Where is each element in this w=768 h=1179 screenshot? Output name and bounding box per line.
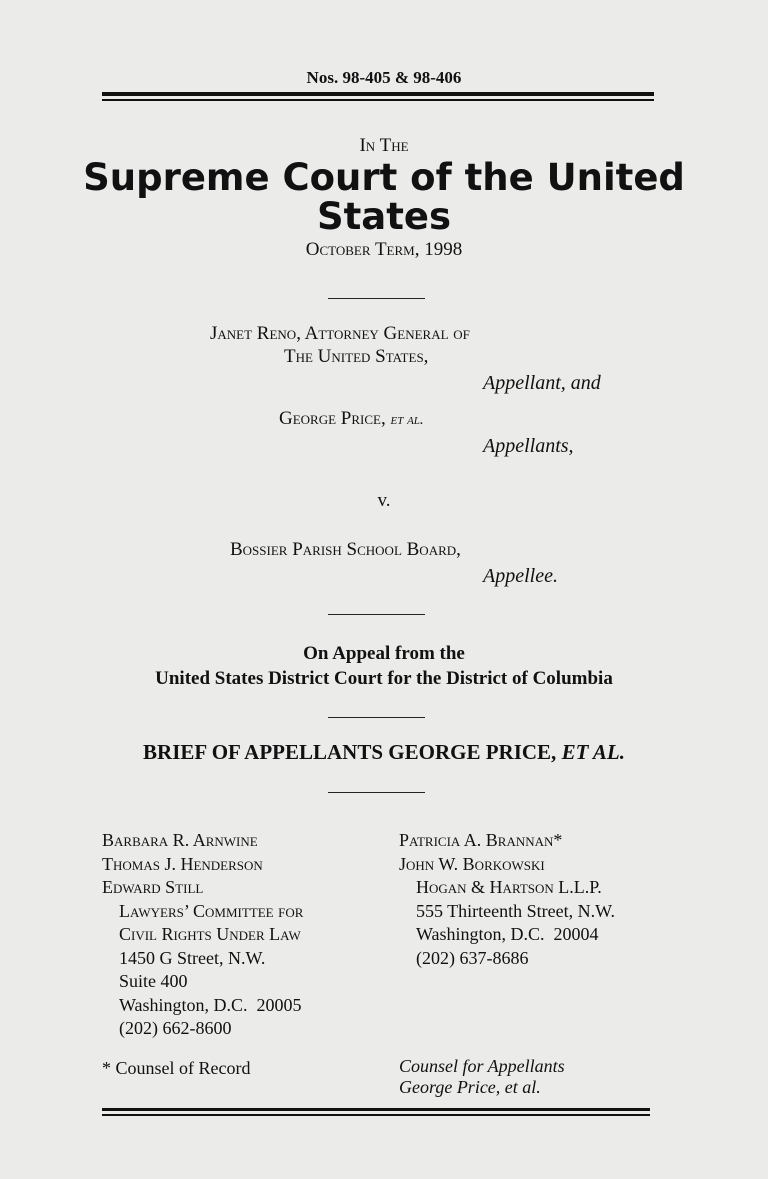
counsel-left-name: Edward Still	[102, 877, 204, 897]
counsel-left-name: Barbara R. Arnwine	[102, 830, 258, 850]
counsel-right-firm: Hogan & Hartson L.L.P.	[416, 877, 602, 897]
brief-title-etal: ET AL.	[561, 740, 625, 764]
appellant-2-name: George Price,	[279, 408, 386, 429]
counsel-role-line-2: George Price, et al.	[399, 1077, 541, 1097]
counsel-right-name: John W. Borkowski	[399, 853, 545, 874]
term-label: October Term, 1998	[305, 239, 463, 260]
appeal-heading	[0, 641, 768, 691]
bottom-rule-thick	[102, 1108, 650, 1111]
appellant-2-role: Appellants,	[483, 435, 574, 457]
counsel-left-block	[102, 829, 382, 1041]
in-the-label: In The	[359, 135, 409, 156]
versus: v.	[377, 490, 391, 511]
divider-rule-1	[328, 298, 425, 299]
counsel-left-address: 1450 G Street, N.W.	[119, 947, 266, 968]
appeal-line-2: United States District Court for the District of Columbia	[155, 668, 613, 689]
counsel-role-line-1: Counsel for Appellants	[399, 1056, 565, 1076]
bottom-rule-thin	[102, 1114, 650, 1116]
counsel-left-name: Thomas J. Henderson	[102, 853, 263, 874]
counsel-of-record-note: * Counsel of Record	[102, 1058, 251, 1078]
appellee-role: Appellee.	[483, 565, 558, 587]
appellant-1-line-2: The United States,	[284, 346, 429, 367]
appellee-name: Bossier Parish School Board,	[230, 539, 461, 560]
appeal-line-1: On Appeal from the	[303, 643, 465, 664]
appellant-1-role: Appellant, and	[483, 372, 601, 394]
top-rule-thin	[102, 99, 654, 101]
divider-rule-3	[328, 717, 425, 718]
counsel-role	[399, 1056, 565, 1098]
appellant-2-etal: et al.	[390, 412, 424, 428]
counsel-right-block	[399, 829, 659, 970]
counsel-left-phone: (202) 662-8600	[119, 1018, 232, 1038]
counsel-left-org: Lawyers’ Committee for	[119, 900, 304, 921]
counsel-left-address: Suite 400	[119, 971, 188, 991]
court-title: Supreme Court of the United States	[83, 156, 685, 238]
brief-title-main: BRIEF OF APPELLANTS GEORGE PRICE,	[143, 740, 562, 764]
counsel-right-address: 555 Thirteenth Street, N.W.	[416, 900, 615, 921]
counsel-right-name: Patricia A. Brannan*	[399, 830, 563, 850]
top-rule-thick	[102, 92, 654, 96]
appellant-2-line	[279, 407, 424, 432]
brief-title	[0, 740, 768, 765]
counsel-left-address: Washington, D.C. 20005	[119, 994, 302, 1015]
docket-numbers: Nos. 98-405 & 98-406	[306, 68, 462, 87]
divider-rule-4	[328, 792, 425, 793]
divider-rule-2	[328, 614, 425, 615]
counsel-right-address: Washington, D.C. 20004	[416, 924, 599, 944]
counsel-left-org: Civil Rights Under Law	[119, 924, 301, 944]
appellant-1-line-1: Janet Reno, Attorney General of	[210, 323, 470, 344]
counsel-right-phone: (202) 637-8686	[416, 947, 529, 968]
